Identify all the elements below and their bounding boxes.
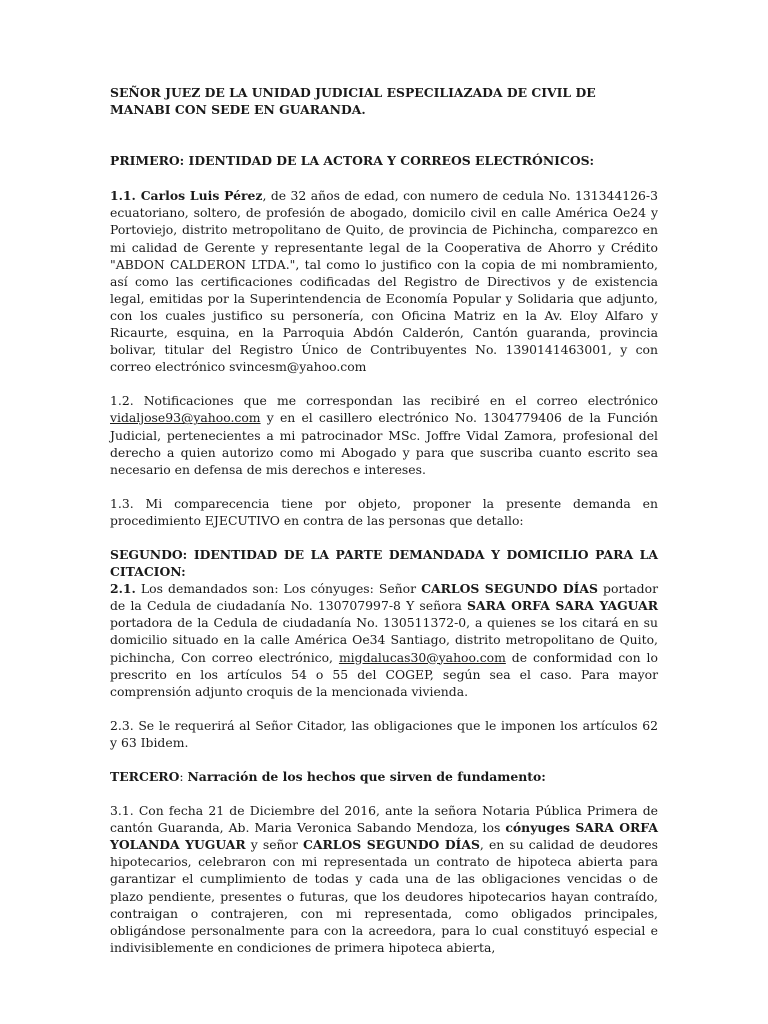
section-segundo-title: : IDENTIDAD DE LA PARTE DEMANDADA Y DOMICILIO PARA LA CITACION: [110,546,658,580]
section-primero-title: PRIMERO: IDENTIDAD DE LA ACTORA Y CORREOS ELECTRÓNICOS: [110,153,595,169]
paragraph-1-2 [110,392,658,477]
section-segundo-heading [110,546,658,580]
paragraph-1-2-rest: y en el casillero electrónico No. 1304779406 de la Función Judicial, pertenecientes a mi patrocinador MSc. Joffre Vidal Zamora, profesional del derecho a quien autorizo como mi Abogado y para que suscriba cuanto escrito sea necesario en defensa de mis derechos e intereses. [110,410,658,477]
paragraph-3-1-text-c: , en su calidad de deudores hipotecarios, celebraron con mi representada un contrato de hipoteca abierta para garantizar el cumplimiento de todas y cada una de las obligaciones vencidas o de plazo pendiente, presentes o futuras, que los deudores hipotecarios hayan contraído, contraigan o contrajeren, con mi representada, como obligados principales, obligándose personalmente para con la acreedora, para lo cual constituyó especial e indivisiblemente en condiciones de primera hipoteca abierta, [110,837,658,955]
document-header: SEÑOR JUEZ DE LA UNIDAD JUDICIAL ESPECILIAZADA DE CIVIL DE MANABI CON SEDE EN GUARANDA. [110,85,596,118]
section-segundo-label: SEGUNDO [110,546,183,562]
husband-name: CARLOS SEGUNDO DÍAS [303,837,480,853]
paragraph-2-1-text-d: de conformidad con lo prescrito en los artículos 54 o 55 del COGEP, según sea el caso. Para mayor comprensión adjunto croquis de la mencionada vivienda. [110,649,658,699]
section-tercero-title: Narración de los hechos que sirven de fundamento: [187,769,546,784]
paragraph-3-1-text-a: 3.1. Con fecha 21 de Diciembre del 2016, ante la señora Notaria Pública Primera de cantón Guaranda, Ab. Maria Veronica Sabando Mendoza, los [110,803,658,836]
paragraph-2-1-text-c: portadora de la Cedula de ciudadanía No. 130511372-0, a quienes se los citará en su domicilio situado en la calle América Oe34 Santiago, distrito metropolitano de Quito, pichincha, Con correo electrónico, [110,615,658,665]
paragraph-1-3: 1.3. Mi comparecencia tiene por objeto, proponer la presente demanda en procedimiento EJECUTIVO en contra de las personas que detallo: [110,495,658,528]
paragraph-2-1 [110,580,658,700]
defendant-name-sara: SARA ORFA SARA YAGUAR [467,598,658,614]
paragraph-1-1-lead: 1.1. Carlos Luis Pérez [110,188,263,204]
spouses-names: cónyuges SARA ORFA YOLANDA YUGUAR [110,820,658,853]
paragraph-2-3: 2.3. Se le requerirá al Señor Citador, las obligaciones que le imponen los artículos 62 y 63 Ibidem. [110,717,658,750]
section-primero-heading [110,152,658,169]
paragraph-3-1 [110,802,658,956]
paragraph-3-1-text-b: y señor [245,837,304,853]
paragraph-2-1-text-b: portador de la Cedula de ciudadanía No. 130707997-8 Y señora [110,581,659,614]
paragraph-1-1-text: , de 32 años de edad, con numero de cedula No. 131344126-3 ecuatoriano, soltero, de profesión de abogado, domicilo civil en calle América Oe24 y Portoviejo, distrito metropolitano de Quito, de provincia de Pichincha, comparezco en mi calidad de Gerente y representante legal de la Cooperativa de Ahorro y Crédito "ABDON CALDERON LTDA.", tal como lo justifico con la copia de mi nombramiento, así como las certificaciones codificadas del Registro de Directivos y de existencia legal, emitidas por la Superintendencia de Economía Popular y Solidaria que adjunto, con los cuales justifico su personería, con Oficina Matriz en la Av. Eloy Alfaro y Ricaurte, esquina, en la Parroquia Abdón Calderón, Cantón guaranda, provincia bolivar, titular del Registro Único de Contribuyentes No. 1390141463001, y con correo electrónico svincesm@yahoo.com [110,188,658,375]
section-tercero-sep: : [179,769,188,784]
defendant-name-carlos: CARLOS SEGUNDO DÍAS [421,581,598,597]
paragraph-2-1-text-a: Los demandados son: Los cónyuges: Señor [135,581,422,597]
email-link-migdalucas[interactable]: migdalucas30@yahoo.com [338,649,506,665]
paragraph-2-1-num: 2.1. [110,581,136,597]
email-link-vidaljose[interactable]: vidaljose93@yahoo.com [110,410,261,426]
section-tercero-heading [110,768,658,785]
paragraph-1-1 [110,187,658,375]
paragraph-1-2-lead: 1.2. Notificaciones que me correspondan las recibiré en el correo electrónico [110,393,658,409]
section-tercero-label: TERCERO [110,769,180,784]
